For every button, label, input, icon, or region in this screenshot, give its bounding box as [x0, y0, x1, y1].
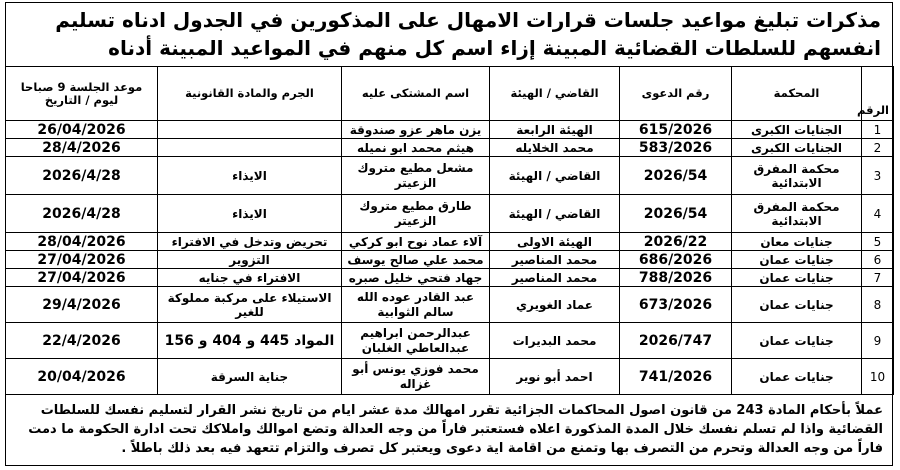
cell-judge: القاضي / الهيئة [490, 157, 620, 195]
cell-court: جنايات عمان [732, 251, 862, 269]
cell-num: 9 [862, 323, 894, 359]
cell-case: 686/2026 [620, 251, 732, 269]
header-judge: القاضي / الهيئة [490, 67, 620, 121]
cell-num: 10 [862, 359, 894, 395]
cell-date: 29/4/2026 [6, 287, 158, 323]
cell-name: محمد علي صالح يوسف [342, 251, 490, 269]
cell-name: جهاد فتحي خليل صبره [342, 269, 490, 287]
cell-date: 27/04/2026 [6, 269, 158, 287]
cell-judge: محمد الخلايله [490, 139, 620, 157]
cell-court: جنايات عمان [732, 269, 862, 287]
table-row [6, 323, 894, 359]
cell-num: 2 [862, 139, 894, 157]
cell-crime: المواد 445 و 404 و 156 [158, 323, 342, 359]
summons-table [5, 66, 894, 395]
table-row [6, 139, 894, 157]
cell-crime [158, 121, 342, 139]
table-row [6, 359, 894, 395]
cell-case: 673/2026 [620, 287, 732, 323]
table-header-row [6, 67, 894, 121]
cell-num: 7 [862, 269, 894, 287]
cell-crime: الاستيلاء على مركبة مملوكة للغير [158, 287, 342, 323]
cell-judge: محمد المناصير [490, 269, 620, 287]
cell-name: يزن ماهر عزو صندوقة [342, 121, 490, 139]
cell-date: 27/04/2026 [6, 251, 158, 269]
cell-crime: تحريض وتدخل في الافتراء [158, 233, 342, 251]
cell-judge: الهيئة الاولى [490, 233, 620, 251]
cell-court: الجنايات الكبرى [732, 139, 862, 157]
cell-judge: محمد البديرات [490, 323, 620, 359]
cell-case: 2026/747 [620, 323, 732, 359]
cell-court: جنايات معان [732, 233, 862, 251]
cell-name: عبدالرحمن ابراهيم عبدالعاطي الغلبان [342, 323, 490, 359]
cell-judge: احمد أبو نوير [490, 359, 620, 395]
cell-judge: الهيئة الرابعة [490, 121, 620, 139]
cell-name: عبد القادر عوده الله سالم الثوابية [342, 287, 490, 323]
cell-num: 5 [862, 233, 894, 251]
cell-court: الجنايات الكبرى [732, 121, 862, 139]
header-num: الرقم [862, 67, 894, 121]
cell-case: 583/2026 [620, 139, 732, 157]
header-case: رقم الدعوى [620, 67, 732, 121]
cell-case: 615/2026 [620, 121, 732, 139]
cell-court: محكمة المفرق الابتدائية [732, 195, 862, 233]
table-row [6, 195, 894, 233]
cell-name: هيثم محمد ابو نميله [342, 139, 490, 157]
header-crime: الجرم والمادة القانونية [158, 67, 342, 121]
header-court: المحكمة [732, 67, 862, 121]
cell-court: جنايات عمان [732, 323, 862, 359]
cell-date: 2026/4/28 [6, 195, 158, 233]
cell-crime: التزوير [158, 251, 342, 269]
cell-name: طارق مطيع متروك الزعيتر [342, 195, 490, 233]
table-row [6, 157, 894, 195]
header-date: موعد الجلسة 9 صباحا ليوم / التاريخ [6, 67, 158, 121]
cell-date: 28/4/2026 [6, 139, 158, 157]
cell-date: 20/04/2026 [6, 359, 158, 395]
table-row [6, 287, 894, 323]
cell-crime: جناية السرقة [158, 359, 342, 395]
cell-court: محكمة المفرق الابتدائية [732, 157, 862, 195]
cell-crime: الايذاء [158, 195, 342, 233]
cell-case: 2026/54 [620, 195, 732, 233]
cell-judge: عماد الغويري [490, 287, 620, 323]
cell-name: محمد فوزي يونس أبو غزاله [342, 359, 490, 395]
cell-date: 22/4/2026 [6, 323, 158, 359]
cell-crime [158, 139, 342, 157]
cell-num: 8 [862, 287, 894, 323]
cell-name: آلاء عماد نوح ابو كركي [342, 233, 490, 251]
cell-num: 6 [862, 251, 894, 269]
cell-judge: القاضي / الهيئة [490, 195, 620, 233]
table-row [6, 251, 894, 269]
table-row [6, 269, 894, 287]
legal-notice-footer: عملاً بأحكام المادة 243 من قانون اصول المحاكمات الجزائية تقرر امهالك مدة عشر ايام من تاريخ نشر القرار لتسليم نفسك للسلطات القضائية واذا لم تسلم نفسك خلال المدة المذكورة اعلاه فستعتبر فاراً من وجه العدالة وتضع اموالك واملاكك تحت ادارة الحكومة ما دمت فاراً من وجه العدالة وتحرم من التصرف بها وتمنع من اقامة اية دعوى ويعتبر كل تصرف والتزام تتعهد فيه بعد ذلك باطلاً . [28, 403, 883, 456]
table-row [6, 233, 894, 251]
cell-num: 1 [862, 121, 894, 139]
table-row [6, 121, 894, 139]
cell-court: جنايات عمان [732, 359, 862, 395]
cell-case: 788/2026 [620, 269, 732, 287]
cell-crime: الايذاء [158, 157, 342, 195]
cell-crime: الافتراء في جنايه [158, 269, 342, 287]
header-name: اسم المشتكى عليه [342, 67, 490, 121]
cell-num: 3 [862, 157, 894, 195]
cell-date: 26/04/2026 [6, 121, 158, 139]
cell-name: مشعل مطيع متروك الزعيتر [342, 157, 490, 195]
cell-date: 2026/4/28 [6, 157, 158, 195]
notice-title: مذكرات تبليغ مواعيد جلسات قرارات الامهال على المذكورين في الجدول ادناه تسليم انفسهم للسلطات القضائية المبينة إزاء اسم كل منهم في المواعيد المبينة أدناه [55, 8, 881, 60]
cell-court: جنايات عمان [732, 287, 862, 323]
cell-case: 741/2026 [620, 359, 732, 395]
cell-case: 2026/22 [620, 233, 732, 251]
cell-judge: محمد المناصير [490, 251, 620, 269]
cell-case: 2026/54 [620, 157, 732, 195]
cell-date: 28/04/2026 [6, 233, 158, 251]
cell-num: 4 [862, 195, 894, 233]
